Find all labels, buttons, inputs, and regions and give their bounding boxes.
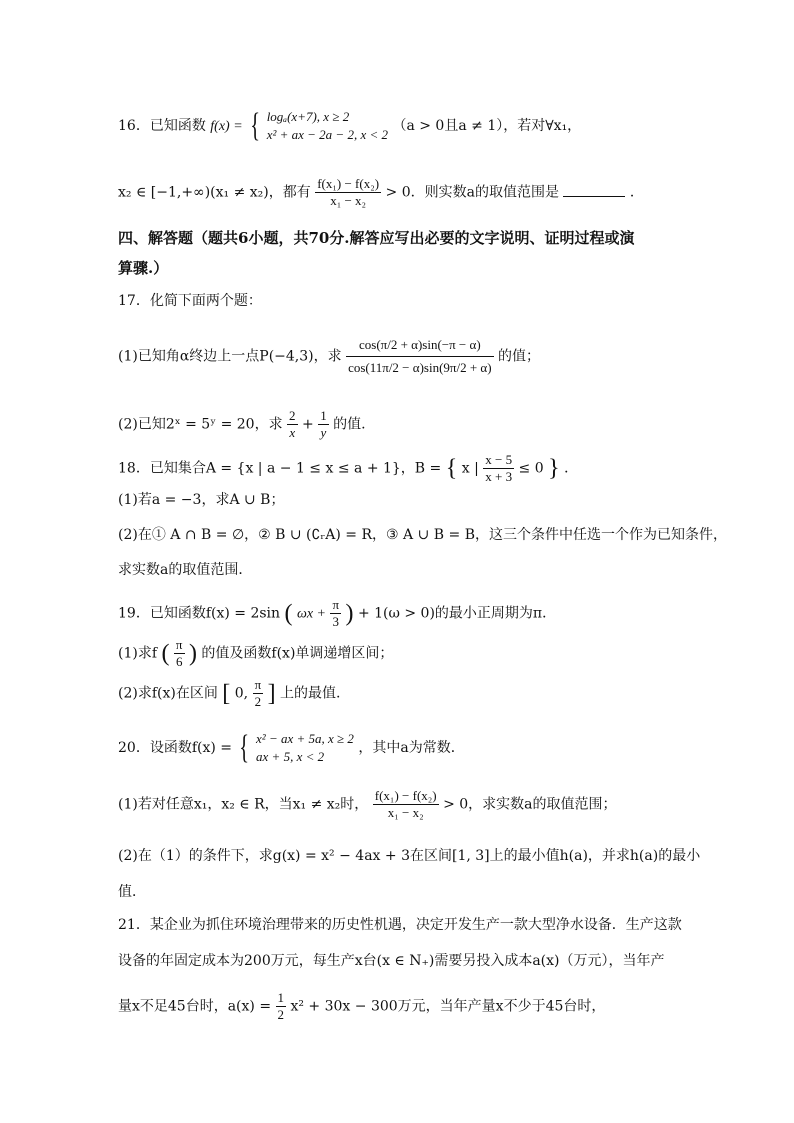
q17-p2-frac2-den: y [320,425,327,440]
q18-setb-pre: x | [461,460,479,477]
q19-paren-close: ) [345,600,354,627]
q17-p2-plus: + [302,416,314,433]
q17-p2-prefix: (2)已知2ˣ = 5ʸ = 20，求 [118,416,283,433]
q16-fx: f(x) = [210,119,243,134]
q17-p1-prefix: (1)已知角α终边上一点P(−4,3)，求 [118,348,342,365]
answer-blank[interactable] [563,182,625,197]
q17-part2 [118,408,366,441]
q19-p1-paren-close: ) [188,640,197,667]
q20-part2b: 值． [118,884,146,900]
q16-frac-num: f(x₁) − f(x₂) [317,176,380,191]
q19-p1-num: π [175,637,183,652]
q16-prefix: 16．已知函数 [118,118,206,134]
q16-case2: x² + ax − 2a − 2, x < 2 [266,127,388,142]
q21-line3-prefix: 量x不足45台时，a(x) = [118,998,272,1015]
q16-frac-den: x₁ − x₂ [330,193,367,208]
q16-cond: （a > 0且a ≠ 1），若对∀x₁， [392,118,582,134]
q21-line3-suffix: x² + 30x − 300万元，当年产量x不少于45台时， [290,998,606,1015]
q20-p1-num: f(x₁) − f(x₂) [374,788,437,803]
q17-p2-frac1-num: 2 [289,408,296,423]
q19-p1-suffix: 的值及函数f(x)单调递增区间； [201,645,394,662]
q21-line3 [118,990,605,1023]
q19-p1-den: 6 [175,654,183,669]
q19-p2-bracket-open: [ [222,680,231,707]
q20-p1-prefix: (1)若对任意x₁，x₂ ∈ R，当x₁ ≠ x₂时， [118,796,369,813]
q19-arg-den: 3 [332,614,339,629]
q17-p1-den: cos(11π/2 − α)sin(9π/2 + α) [348,360,492,375]
q18-part1: (1)若a = −3，求A ∪ B； [118,492,285,508]
q18-setb-fraction [483,452,514,485]
q20-p1-fraction [373,788,439,821]
q20-brace: { [239,729,250,766]
q19-p1-prefix: (1)求f [118,645,158,662]
q16-fraction [315,176,381,209]
q19-p2-prefix: (2)求f(x)在区间 [118,685,218,702]
q16-piecewise [247,108,388,144]
q20-prefix: 20．设函数f(x) = [118,740,232,756]
q19-arg-fraction [330,597,341,630]
q18-line1-end: ． [564,460,579,477]
section-heading-line1: 四、解答题（题共6小题，共70分.解答应写出必要的文字说明、证明过程或演 [118,229,635,247]
q17-p1-fraction [346,334,493,379]
q21-fraction [276,990,287,1023]
q20-line1 [118,730,465,766]
q19-p2-den: 2 [254,694,262,709]
q20-p1-den: x₁ − x₂ [387,805,424,820]
q19-suffix: + 1(ω > 0)的最小正周期为π． [357,605,557,622]
q19-arg-num: π [332,597,340,612]
q20-suffix: ，其中a为常数． [358,740,465,756]
q16-case1: logₐ(x+7), x ≥ 2 [266,109,350,124]
q17-p2-suffix: 的值. [333,416,366,433]
q19-paren-open: ( [284,600,293,627]
q19-part2 [118,677,341,710]
q19-p2-interval-a: 0, [234,685,249,702]
q17-p2-frac2-num: 1 [320,408,327,423]
q18-setb-num: x − 5 [485,452,513,467]
q19-p2-fraction [253,677,264,710]
q17-p2-frac1 [287,408,298,441]
q18-brace-open: { [445,455,458,482]
q21-frac-den: 2 [277,1007,285,1022]
q17-p1-suffix: 的值； [498,348,541,365]
q20-p1-suffix: > 0，求实数a的取值范围； [443,796,617,813]
q19-p1-paren-open: ( [161,640,170,667]
q19-part1 [118,637,393,670]
q18-part2: (2)在① A ∩ B = ∅，② B ∪ (∁ᵣA) = R，③ A ∪ B = B，这三个条件中任选一个作为已知条件， [118,527,727,543]
q16-line2b: > 0．则实数a的取值范围是 [385,184,559,201]
q16-brace: { [250,107,261,144]
q20-case1: x² − ax + 5a, x ≥ 2 [256,731,354,746]
q19-p2-num: π [254,677,262,692]
q20-piecewise [236,730,353,766]
q18-setb-den: x + 3 [485,469,513,484]
q20-part1 [118,788,617,821]
q21-line2: 设备的年固定成本为200万元，每生产x台(x ∈ N₊)需要另投入成本a(x)（万元），当年产 [118,953,665,969]
section-heading-line2: 算骤.） [118,259,169,277]
q16-end: ． [629,184,644,201]
q19-prefix: 19．已知函数f(x) = 2sin [118,605,281,622]
q19-p1-fraction [174,637,185,670]
q17-p2-frac1-den: x [289,425,296,440]
q17-p2-frac2 [318,408,329,441]
q19-line1 [118,597,556,630]
q19-arg-a: ωx + [296,606,326,622]
q17-title: 17．化简下面两个题： [118,293,262,309]
q21-line1: 21．某企业为抓住环境治理带来的历史性机遇，决定开发生产一款大型净水设备．生产这款 [118,917,682,933]
q21-frac-num: 1 [277,990,285,1005]
q18-line1 [118,452,578,485]
q17-p1-num: cos(π/2 + α)sin(−π − α) [346,334,493,357]
q17-part1 [118,334,540,379]
q18-setb-post: ≤ 0 [518,460,544,477]
q19-p2-bracket-close: ] [267,680,276,707]
q20-case2: ax + 5, x < 2 [256,749,325,764]
q16-line1 [118,108,581,144]
q20-part2: (2)在（1）的条件下，求g(x) = x² − 4ax + 3在区间[1, 3]上的最小值h(a)，并求h(a)的最小 [118,848,701,864]
q16-line2a: x₂ ∈ [−1,+∞)(x₁ ≠ x₂)，都有 [118,184,311,201]
q18-brace-close: } [548,455,560,482]
q19-p2-suffix: 上的最值. [280,685,341,702]
q18-part2b: 求实数a的取值范围． [118,562,253,578]
q18-line1a: 18．已知集合A = {x | a − 1 ≤ x ≤ a + 1}，B = [118,460,442,477]
q16-line2 [118,176,644,209]
